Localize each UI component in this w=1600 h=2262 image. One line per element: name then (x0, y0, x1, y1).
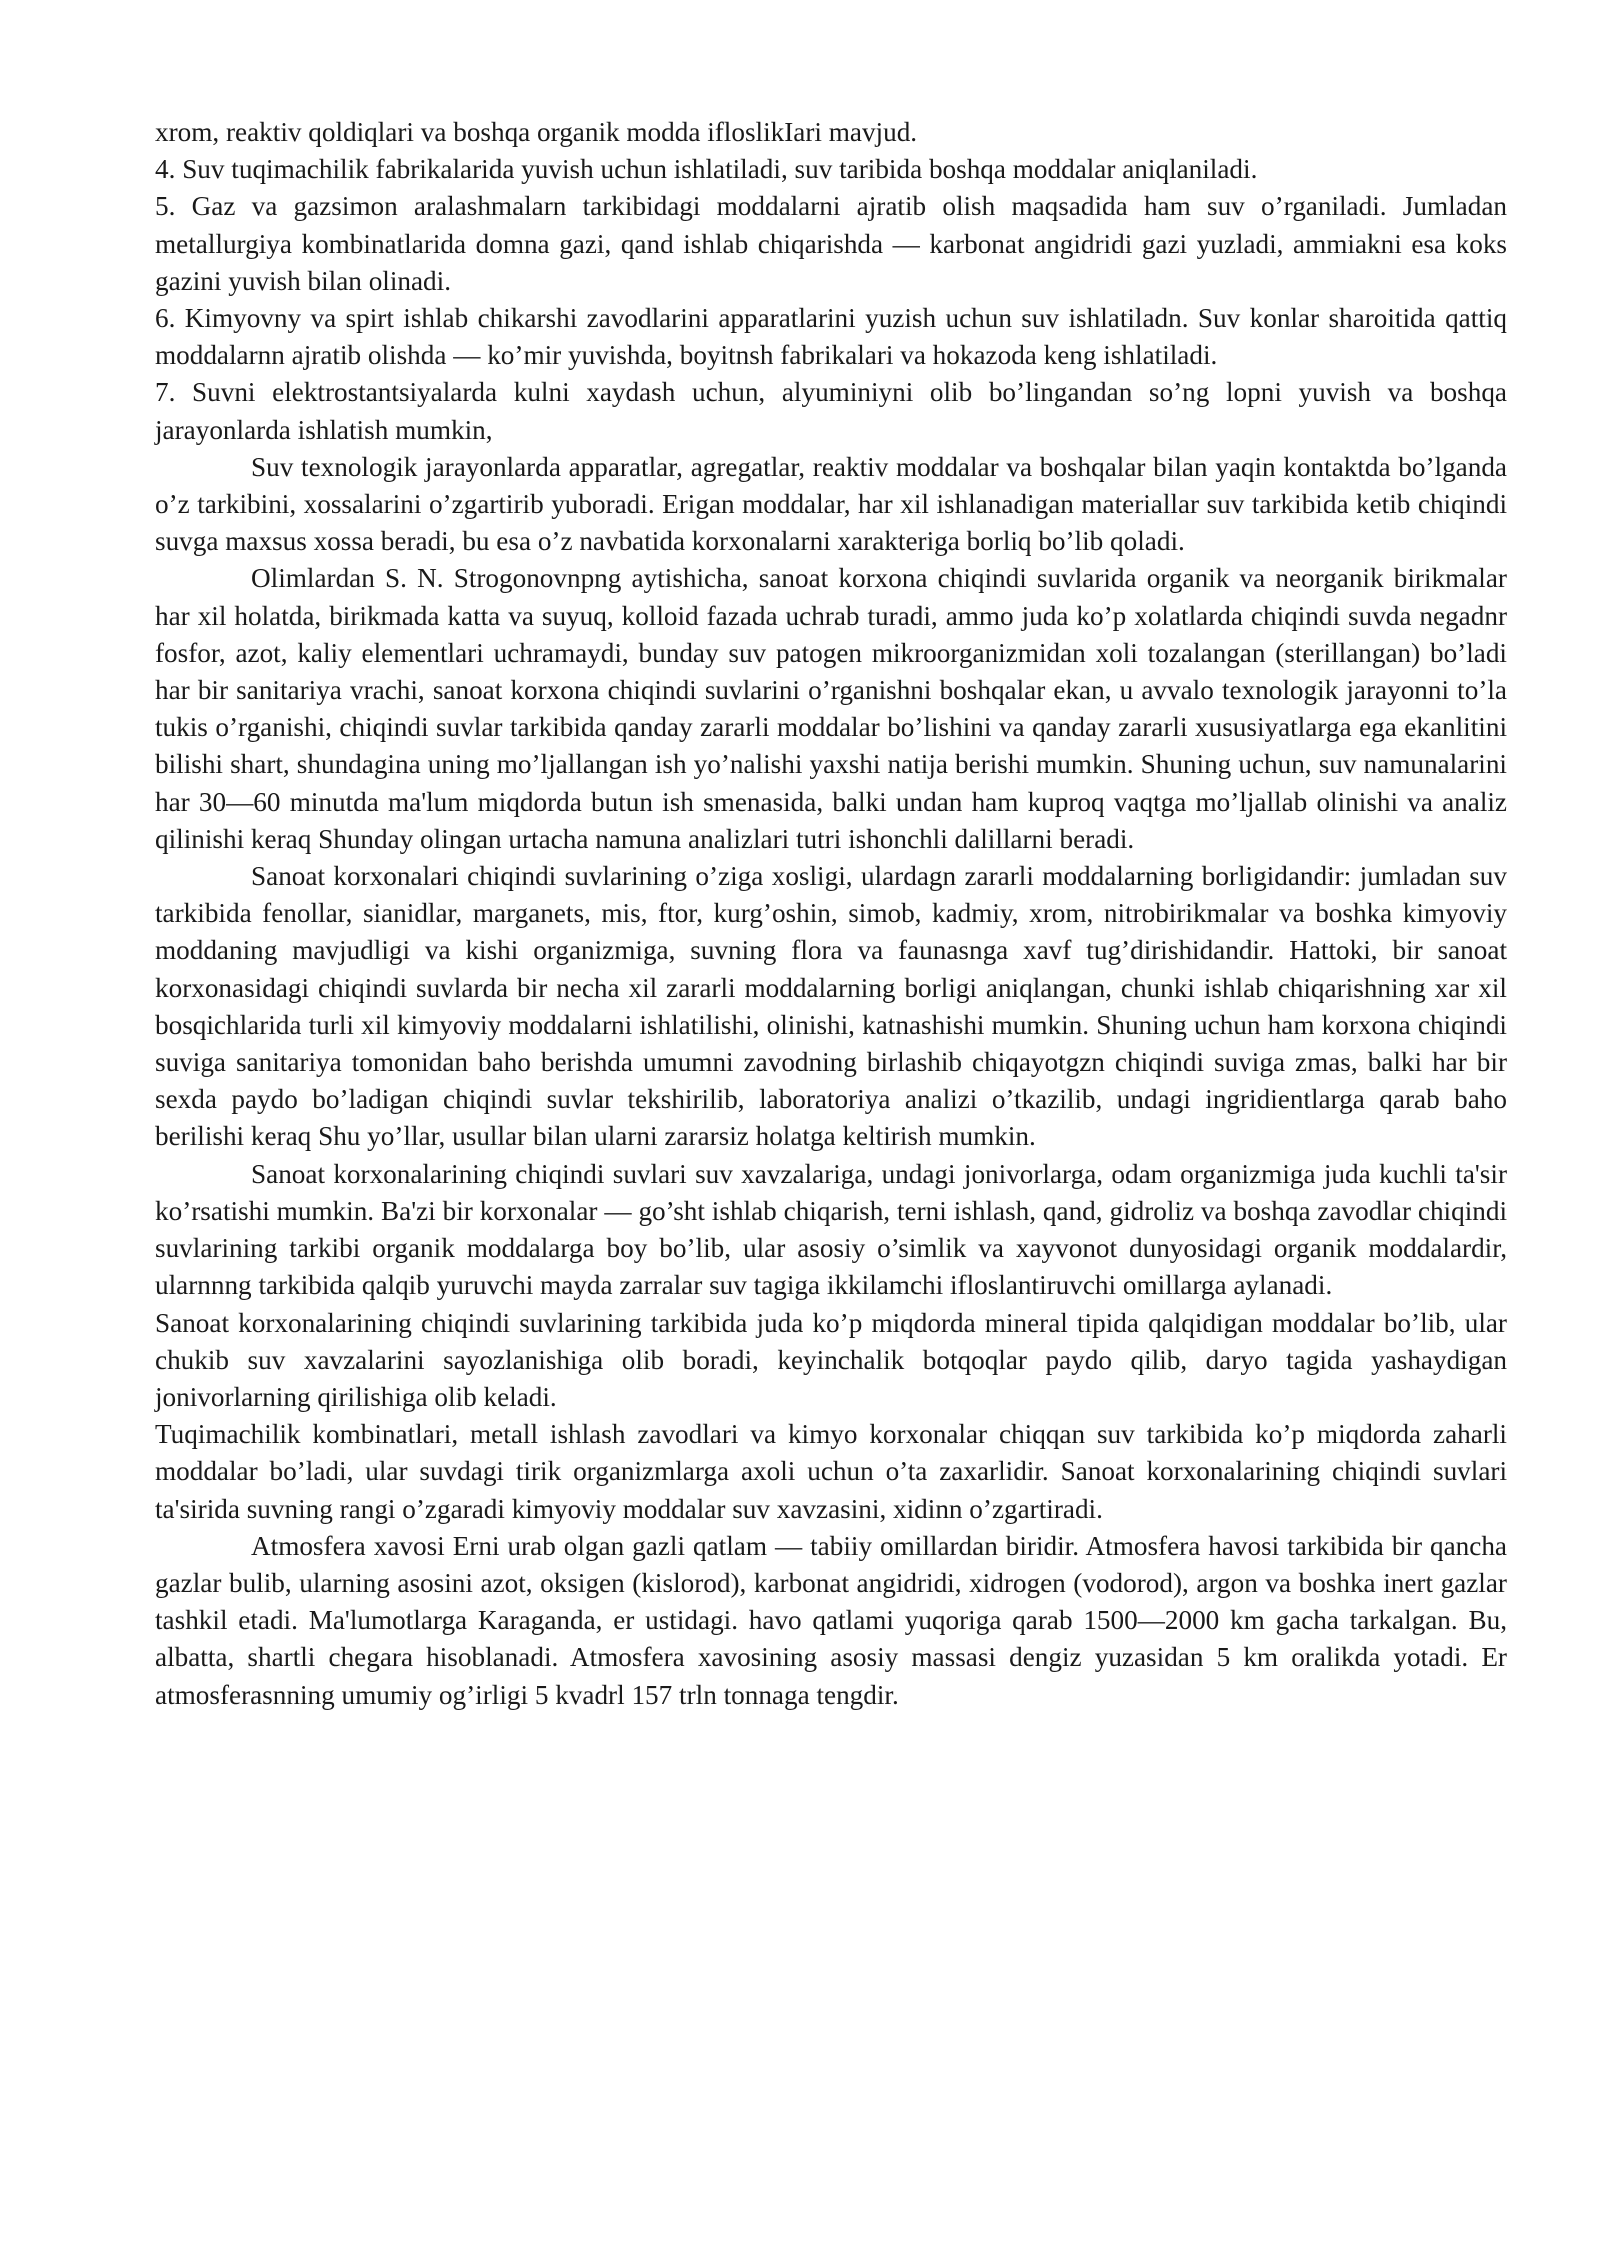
list-item-5: 5. Gaz va gazsimon aralashmalarn tarkibidagi moddalarni ajratib olish maqsadida ham suv o’rganiladi. Jumladan metallurgiya kombinatlarida domna gazi, qand ishlab chiqarishda — karbonat angidridi gazi yuzladi, ammiakni esa koks gazini yuvish bilan olinadi. (155, 191, 1507, 296)
list-item-4: 4. Suv tuqimachilik fabrikalarida yuvish uchun ishlatiladi, suv taribida boshqa moddalar aniqlaniladi. (155, 154, 1258, 185)
paragraph-organic-effects: Sanoat korxonalarining chiqindi suvlari suv xavzalariga, undagi jonivorlarga, odam organizmiga juda kuchli ta'sir ko’rsatishi mumkin. Ba'zi bir korxonalar — go’sht ishlab chiqarish, terni ishlash, qand, gidroliz va boshqa zavodlar chiqindi suvlarining tarkibi organik moddalarga boy bo’lib, ular asosiy o’simlik va xayvonot dunyosidagi organik moddalardir, ularnnng tarkibida qalqib yuruvchi mayda zarralar suv tagiga ikkilamchi ifloslantiruvchi omillarga aylanadi. (155, 1158, 1507, 1301)
paragraph-industrial-specifics: Sanoat korxonalari chiqindi suvlarining o’ziga xosligi, ulardagn zararli moddalarning borligidandir: jumladan suv tarkibida fenollar, sianidlar, marganets, mis, ftor, kurg’oshin, simob, kadmiy, xrom, nitrobirikmalar va boshka kimyoviy moddaning mavjudligi va kishi organizmiga, suvning flora va faunasnga xavf tug’dirishidandir. Hattoki, bir sanoat korxonasidagi chiqindi suvlarda bir necha xil zararli moddalarning borligi aniqlangan, chunki ishlab chiqarishning xar xil bosqichlarida turli xil kimyoviy moddalarni ishlatilishi, olinishi, katnashishi mumkin. Shuning uchun ham korxona chiqindi suviga sanitariya tomonidan baho berishda umumni zavodning birlashib chiqayotgzn chiqindi suviga zmas, balki har bir sexda paydo bo’ladigan chiqindi suvlar tekshirilib, laboratoriya analizi o’tkazilib, undagi ingridientlarga qarab baho berilishi keraq Shu yo’llar, usullar bilan ularni zararsiz holatga keltirish mumkin. (155, 861, 1507, 1152)
paragraph-atmosphere: Atmosfera xavosi Erni urab olgan gazli qatlam — tabiiy omillardan biridir. Atmosfera havosi tarkibida bir qancha gazlar bulib, ularning asosini azot, oksigen (kislorod), karbonat angidridi, xidrogen (vodorod), argon va boshka inert gazlar tashkil etadi. Ma'lumotlarga Karaganda, er ustidagi. havo qatlami yuqoriga qarab 1500—2000 km gacha tarkalgan. Bu, albatta, shartli chegara hisoblanadi. Atmosfera xavosining asosiy massasi dengiz yuzasidan 5 km oralikda yotadi. Er atmosferasnning umumiy og’irligi 5 kvadrl 157 trln tonnaga tengdir. (155, 1530, 1507, 1710)
paragraph-textile-toxic: Tuqimachilik kombinatlari, metall ishlash zavodlari va kimyo korxonalar chiqqan suv tarkibida ko’p miqdorda zaharli moddalar bo’ladi, ular suvdagi tirik organizmlarga axoli uchun o’ta zaxarlidir. Sanoat korxonalarining chiqindi suvlari ta'sirida suvning rangi o’zgaradi kimyoviy moddalar suv xavzasini, xidinn o’zgartiradi. (155, 1419, 1507, 1524)
paragraph-strogonov: Olimlardan S. N. Strogonovnpng aytishicha, sanoat korxona chiqindi suvlarida organik va neorganik birikmalar har xil holatda, birikmada katta va suyuq, kolloid fazada uchrab turadi, ammo juda ko’p xolatlarda chiqindi suvda negadnr fosfor, azot, kaliy elementlari uchramaydi, bunday suv patogen mikroorganizmidan xoli tozalangan (sterillangan) bo’ladi har bir sanitariya vrachi, sanoat korxona chiqindi suvlarini o’rganishni boshqalar ekan, u avvalo texnologik jarayonni to’la tukis o’rganishi, chiqindi suvlar tarkibida qanday zararli moddalar bo’lishini va qanday zararli xususiyatlarga ega ekanlitini bilishi shart, shundagina uning mo’ljallangan ish yo’nalishi yaxshi natija berishi mumkin. Shuning uchun, suv namunalarini har 30—60 minutda ma'lum miqdorda butun ish smenasida, balki undan ham kuproq vaqtga mo’ljallab olinishi va analiz qilinishi keraq Shunday olingan urtacha namuna analizlari tutri ishonchli dalillarni beradi. (155, 563, 1507, 854)
paragraph-continuation: xrom, reaktiv qoldiqlari va boshqa organik modda ifloslikIari mavjud. (155, 117, 918, 147)
document-page (155, 114, 1507, 1714)
paragraph-technological-processes: Suv texnologik jarayonlarda apparatlar, agregatlar, reaktiv moddalar va boshqalar bilan yaqin kontaktda bo’lganda o’z tarkibini, xossalarini o’zgartirib yuboradi. Erigan moddalar, har xil ishlanadigan materiallar suv tarkibida ketib chiqindi suvga maxsus xossa beradi, bu esa o’z navbatida korxonalarni xarakteriga borliq bo’lib qoladi. (155, 451, 1507, 557)
list-item-7: 7. Suvni elektrostantsiyalarda kulni xaydash uchun, alyuminiyni olib bo’lingandan so’ng lopni yuvish va boshqa jarayonlarda ishlatish mumkin, (155, 377, 1507, 445)
paragraph-mineral-substances: Sanoat korxonalarining chiqindi suvlarining tarkibida juda ko’p miqdorda mineral tipida qalqidigan moddalar bo’lib, ular chukib suv xavzalarini sayozlanishiga olib boradi, keyinchalik botqoqlar paydo qilib, daryo tagida yashaydigan jonivorlarning qirilishiga olib keladi. (155, 1307, 1507, 1412)
list-item-6: 6. Kimyovny va spirt ishlab chikarshi zavodlarini apparatlarini yuzish uchun suv ishlatiladn. Suv konlar sharoitida qattiq moddalarnn ajratib olishda — ko’mir yuvishda, boyitnsh fabrikalari va hokazoda keng ishlatiladi. (155, 303, 1507, 371)
